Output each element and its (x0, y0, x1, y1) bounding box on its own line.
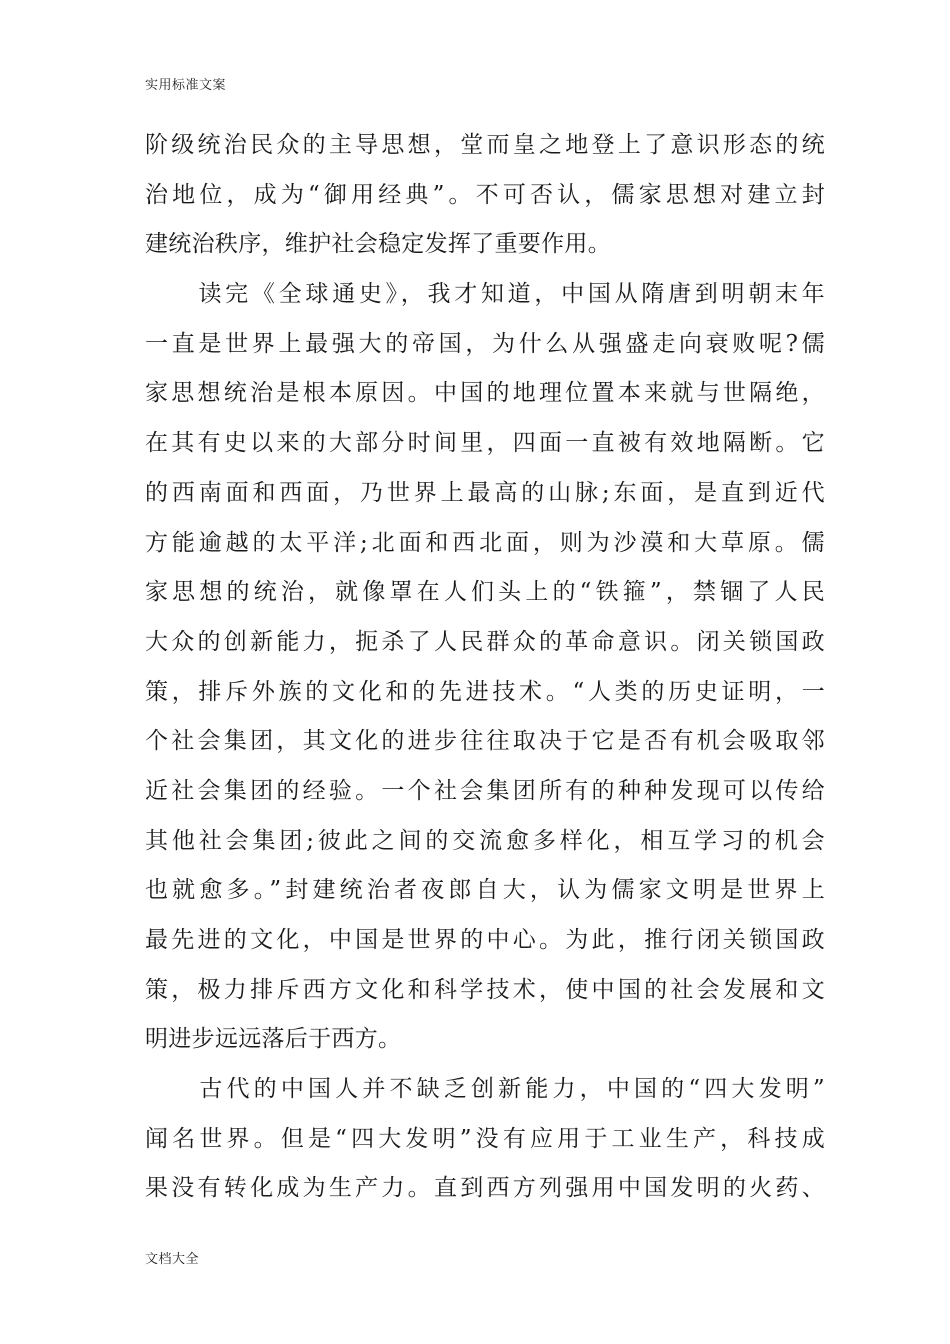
text-line: 其他社会集团;彼此之间的交流愈多样化，相互学习的机会 (145, 827, 825, 854)
text-line: 大众的创新能力，扼杀了人民群众的革命意识。闭关锁国政 (145, 628, 825, 655)
text-line: 读完《全球通史》，我才知道，中国从隋唐到明朝末年 (145, 281, 825, 308)
text-line: 的西南面和西面，乃世界上最高的山脉;东面，是直到近代 (145, 479, 825, 506)
text-line: 闻名世界。但是“四大发明”没有应用于工业生产，科技成 (145, 1125, 825, 1152)
page-footer: 文档大全 (145, 1252, 200, 1267)
document-body (145, 121, 825, 1214)
text-line: 在其有史以来的大部分时间里，四面一直被有效地隔断。它 (145, 430, 825, 457)
text-line: 家思想的统治，就像罩在人们头上的“铁箍”，禁锢了人民 (145, 579, 825, 606)
text-line: 建统治秩序，维护社会稳定发挥了重要作用。 (145, 231, 611, 258)
text-line: 治地位，成为“御用经典”。不可否认，儒家思想对建立封 (145, 181, 825, 208)
text-line: 果没有转化成为生产力。直到西方列强用中国发明的火药、 (145, 1175, 825, 1202)
text-line: 策，极力排斥西方文化和科学技术，使中国的社会发展和文 (145, 976, 825, 1003)
text-line: 也就愈多。”封建统治者夜郎自大，认为儒家文明是世界上 (145, 877, 825, 904)
text-line: 家思想统治是根本原因。中国的地理位置本来就与世隔绝， (145, 380, 825, 407)
text-line: 古代的中国人并不缺乏创新能力，中国的“四大发明” (145, 1076, 825, 1103)
text-line: 策，排斥外族的文化和的先进技术。“人类的历史证明，一 (145, 678, 825, 705)
page-header: 实用标准文案 (145, 78, 227, 93)
text-line: 阶级统治民众的主导思想，堂而皇之地登上了意识形态的统 (145, 132, 825, 158)
text-line: 最先进的文化，中国是世界的中心。为此，推行闭关锁国政 (145, 927, 825, 953)
text-line: 个社会集团，其文化的进步往往取决于它是否有机会吸取邻 (145, 728, 825, 755)
text-line: 方能逾越的太平洋;北面和西北面，则为沙漠和大草原。儒 (145, 529, 825, 556)
text-line: 近社会集团的经验。一个社会集团所有的种种发现可以传给 (145, 777, 825, 804)
text-line: 明进步远远落后于西方。 (145, 1026, 402, 1053)
text-line: 一直是世界上最强大的帝国，为什么从强盛走向衰败呢?儒 (145, 330, 825, 357)
